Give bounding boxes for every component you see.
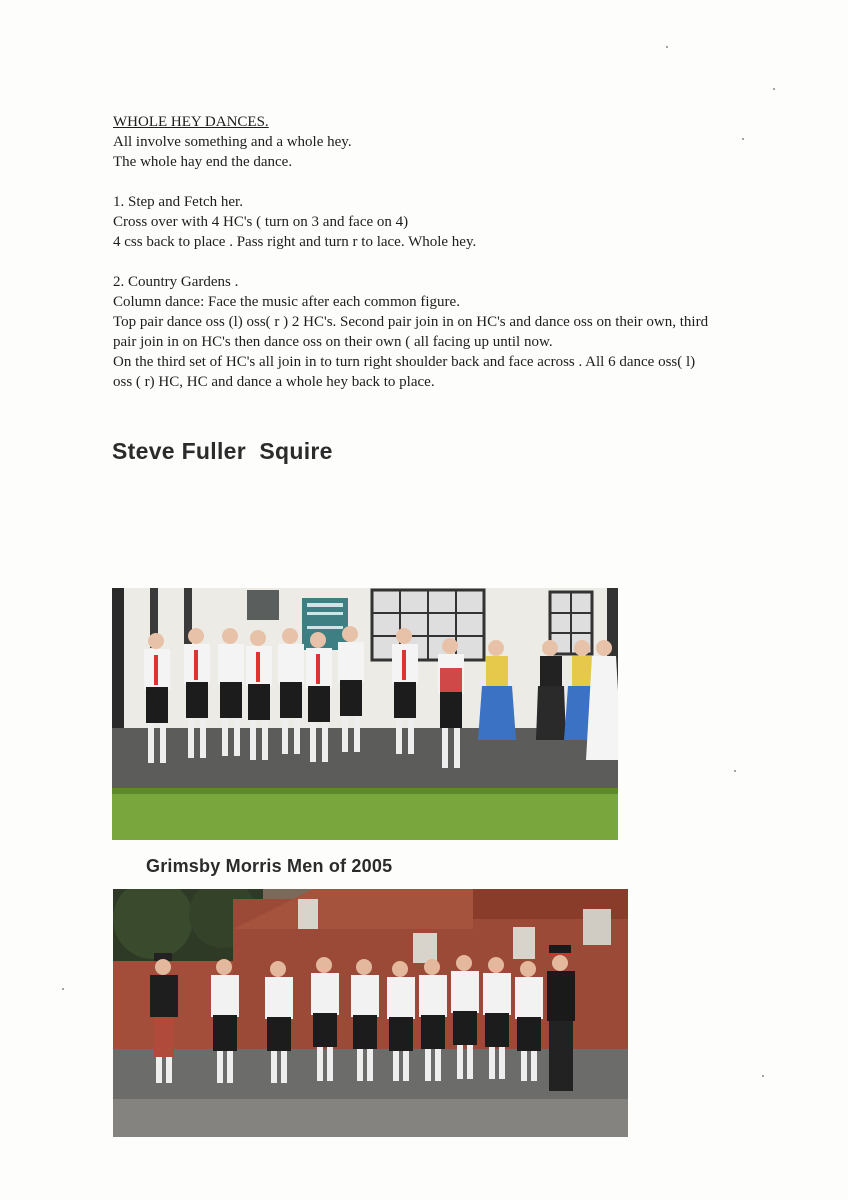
group-photo-building <box>112 588 618 840</box>
scan-speck <box>734 770 736 772</box>
scan-speck <box>742 138 744 140</box>
scan-speck <box>666 46 668 48</box>
dance-line: On the third set of HC's all join in to turn right shoulder back and face across . All 6 dance oss( l) oss ( r) HC, HC and dance a whole hey back to place. <box>113 354 696 390</box>
dance-title: 2. Country Gardens . <box>113 274 239 290</box>
photo-caption: Grimsby Morris Men of 2005 <box>146 856 393 876</box>
intro-line: The whole hay end the dance. <box>113 154 293 170</box>
dance-line: Column dance: Face the music after each common figure. <box>113 294 460 310</box>
dance-line: Top pair dance oss (l) oss( r ) 2 HC's. Second pair join in on HC's and dance oss on their own, third pair join in on HC's then dance oss on their own ( all facing up until now. <box>113 314 709 350</box>
intro-line: All involve something and a whole hey. <box>113 134 352 150</box>
scan-speck <box>62 988 64 990</box>
dance-line: Cross over with 4 HC's ( turn on 3 and face on 4) <box>113 214 409 230</box>
dance-notes <box>113 112 713 392</box>
squire-title: Steve Fuller Squire <box>112 438 333 464</box>
section-heading: WHOLE HEY DANCES. <box>113 114 269 130</box>
dance-line: 4 css back to place . Pass right and turn r to lace. Whole hey. <box>113 234 477 250</box>
scan-speck <box>773 88 775 90</box>
group-photo-brick <box>113 889 628 1137</box>
dance-title: 1. Step and Fetch her. <box>113 194 243 210</box>
scan-speck <box>762 1075 764 1077</box>
